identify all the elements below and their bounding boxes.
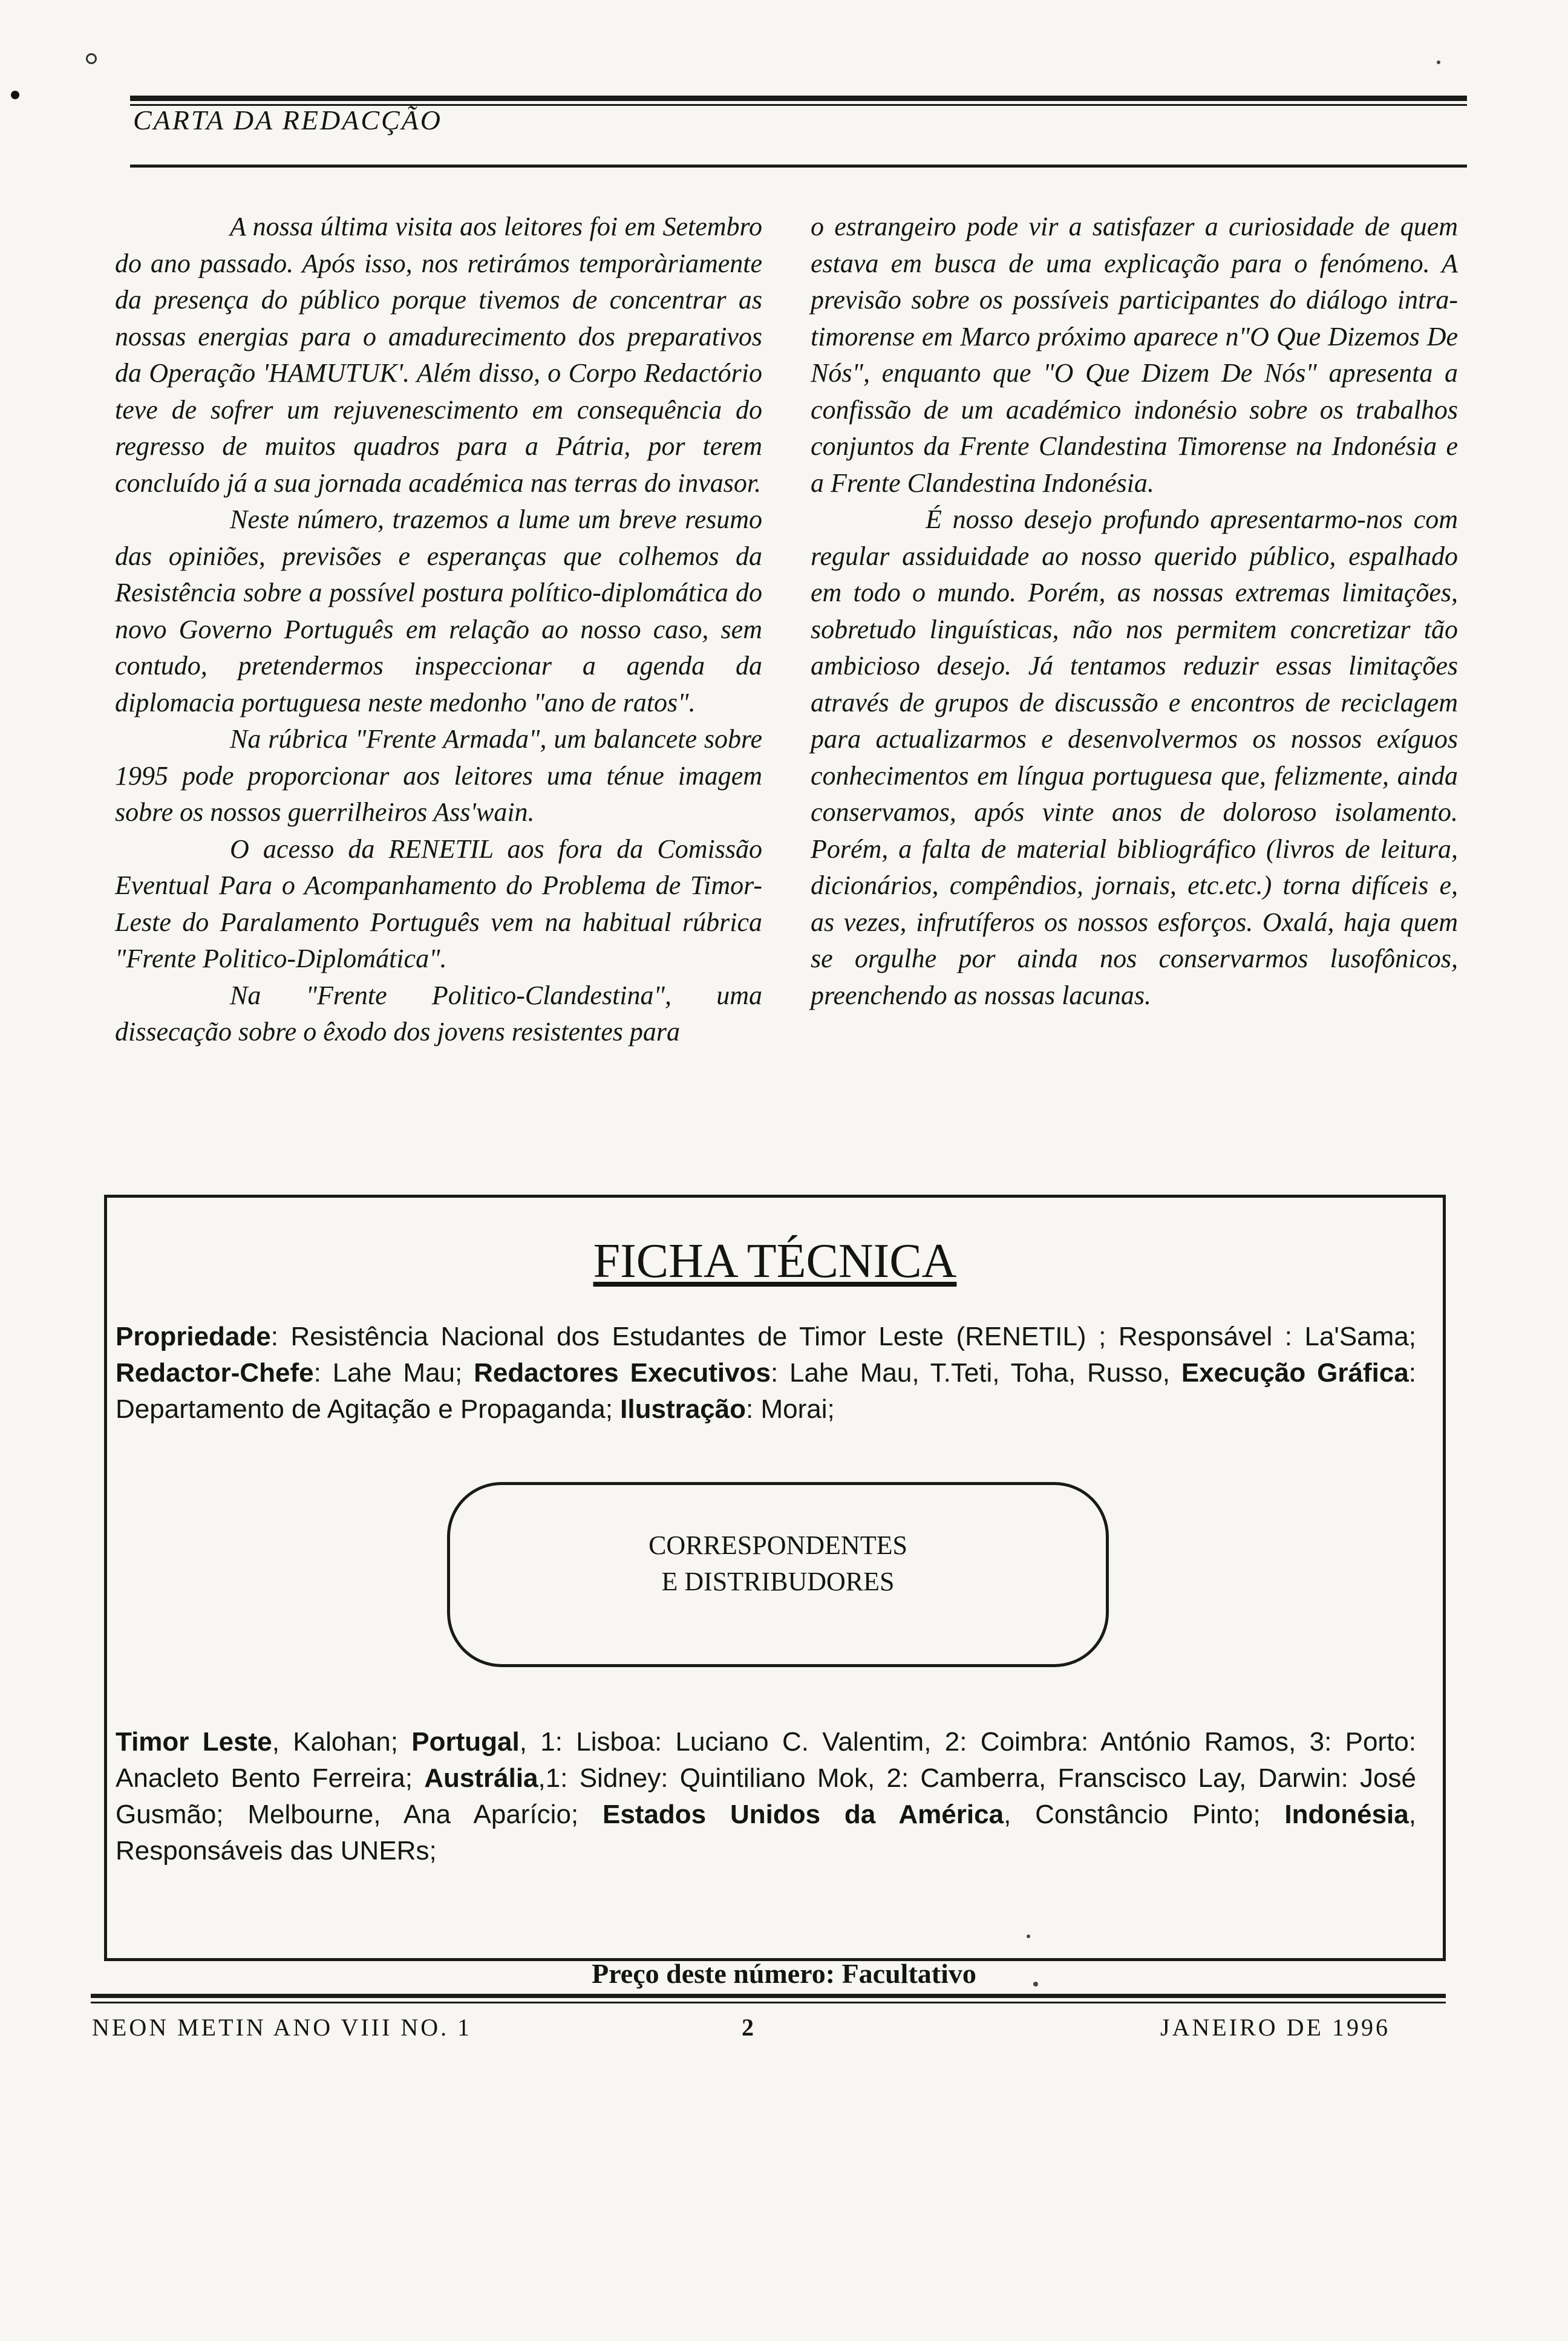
correspondents-title-line: E DISTRIBUDORES [661, 1567, 895, 1596]
credit-text: : Departamento de Agitação e Propaganda; [116, 1358, 1416, 1424]
credit-text: : Lahe Mau; [313, 1358, 474, 1388]
paragraph: É nosso desejo profundo apresentarmo-nos com regular assiduidade ao nosso querido público, espalhado em todo o mundo. Porém, as nossas extremas limitações, sobretudo linguísticas, não nos permitem concretizar tão ambicioso desejo. Já tentamos reduzir essas limitações através de grupos de discussão e encontros de reciclagem para actualizarmos e desenvolvermos os nossos exíguos conhecimentos em língua portuguesa que, felizmente, ainda conservamos, após vinte anos de doloroso isolamento. Porém, a falta de material bibliográfico (livros de leitura, dicionários, compêndios, jornais, etc.etc.) torna difíceis e, as vezes, infrutíferos os nossos esforços. Oxalá, haja quem se orgulhe por ainda nos conservarmos lusofônicos, preenchendo as nossas lacunas. [811, 504, 1458, 1010]
credit-text: : Resistência Nacional dos Estudantes de Timor Leste (RENETIL) ; Responsável : La'Sama; [270, 1322, 1416, 1351]
staff-credits [116, 1319, 1416, 1428]
country-label: Portugal [411, 1727, 520, 1757]
price-line: Preço deste número: Facultativo [592, 1958, 976, 1989]
section-label: CARTA DA REDACÇÃO [133, 105, 442, 135]
credit-label: Propriedade [116, 1322, 271, 1351]
correspondents-heading-box [447, 1482, 1109, 1667]
correspondents-list [116, 1724, 1416, 1869]
paragraph: O acesso da RENETIL aos fora da Comissão Eventual Para o Acompanhamento do Problema de Timor-Leste do Paralamento Português vem na habitual rúbrica "Frente Politico-Diplomática". [115, 834, 762, 973]
country-text: , 1: Lisboa: Luciano C. Valentim, 2: Coimbra: António Ramos, 3: Porto: Anacleto Bento Ferreira; [116, 1727, 1417, 1793]
header-rule-thick [130, 96, 1467, 101]
country-text: , Responsáveis das UNERs; [116, 1800, 1416, 1866]
correspondents-title-line: CORRESPONDENTES [648, 1530, 907, 1560]
country-label: Estados Unidos da América [602, 1800, 1004, 1829]
footer-page-number: 2 [742, 2014, 756, 2041]
footer-rule-thick [91, 1994, 1446, 1998]
credit-text: : Lahe Mau, T.Teti, Toha, Russo, [770, 1358, 1181, 1388]
footer-rule-thin [91, 2002, 1446, 2003]
country-text: , Kalohan; [272, 1727, 412, 1757]
paragraph: Na "Frente Politico-Clandestina", uma dissecação sobre o êxodo dos jovens resistentes para [115, 980, 762, 1046]
country-label: Timor Leste [116, 1727, 272, 1757]
credit-label: Ilustração [620, 1394, 746, 1424]
credit-label: Execução Gráfica [1181, 1358, 1409, 1388]
credit-text: : Morai; [746, 1394, 835, 1424]
footer-publication: NEON METIN ANO VIII NO. 1 [92, 2014, 472, 2041]
credit-label: Redactores Executivos [474, 1358, 771, 1388]
scan-speck [86, 53, 97, 64]
footer-date: JANEIRO DE 1996 [1160, 2014, 1390, 2041]
credit-label: Redactor-Chefe [116, 1358, 314, 1388]
paragraph: Na rúbrica "Frente Armada", um balancete sobre 1995 pode proporcionar aos leitores uma ténue imagem sobre os nossos guerrilheiros Ass'wain. [115, 724, 762, 827]
scan-speck [11, 91, 19, 99]
paragraph: Neste número, trazemos a lume um breve resumo das opiniões, previsões e esperanças que colhemos da Resistência sobre a possível postura político-diplomática do novo Governo Português em relação ao nosso caso, sem contudo, pretendermos inspeccionar a agenda da diplomacia portuguesa neste medonho "ano de ratos". [115, 504, 762, 717]
paragraph: A nossa última visita aos leitores foi em Setembro do ano passado. Após isso, nos retirámos temporàriamente da presença do público porque tivemos de concentrar as nossas energias para o amadurecimento dos preparativos da Operação 'HAMUTUK'. Além disso, o Corpo Redactório teve de sofrer um rejuvenescimento em consequência do regresso de muitos quadros para a Pátria, por terem concluído já a sua jornada académica nas terras do invasor. [115, 212, 762, 498]
header-rule-bottom [130, 165, 1467, 168]
ficha-tecnica-box [104, 1195, 1446, 1961]
right-column [811, 209, 1458, 1014]
country-label: Indonésia [1284, 1800, 1409, 1829]
country-text: , Constâncio Pinto; [1004, 1800, 1285, 1829]
scan-speck [1437, 60, 1440, 64]
paragraph: o estrangeiro pode vir a satisfazer a curiosidade de quem estava em busca de uma explicação para o fenómeno. A previsão sobre os possíveis participantes do diálogo intra-timorense em Marco próximo aparece n"O Que Dizemos De Nós", enquanto que "O Que Dizem De Nós" apresenta a confissão de um académico indonésio sobre os trabalhos conjuntos da Frente Clandestina Timorense na Indonésia e a Frente Clandestina Indonésia. [811, 212, 1458, 498]
ficha-title: FICHA TÉCNICA [593, 1235, 957, 1288]
left-column [115, 209, 762, 1051]
country-text: ,1: Sidney: Quintiliano Mok, 2: Camberra, Franscisco Lay, Darwin: José Gusmão; Melbourne, Ana Aparício; [116, 1763, 1416, 1829]
country-label: Austrália [424, 1763, 538, 1793]
